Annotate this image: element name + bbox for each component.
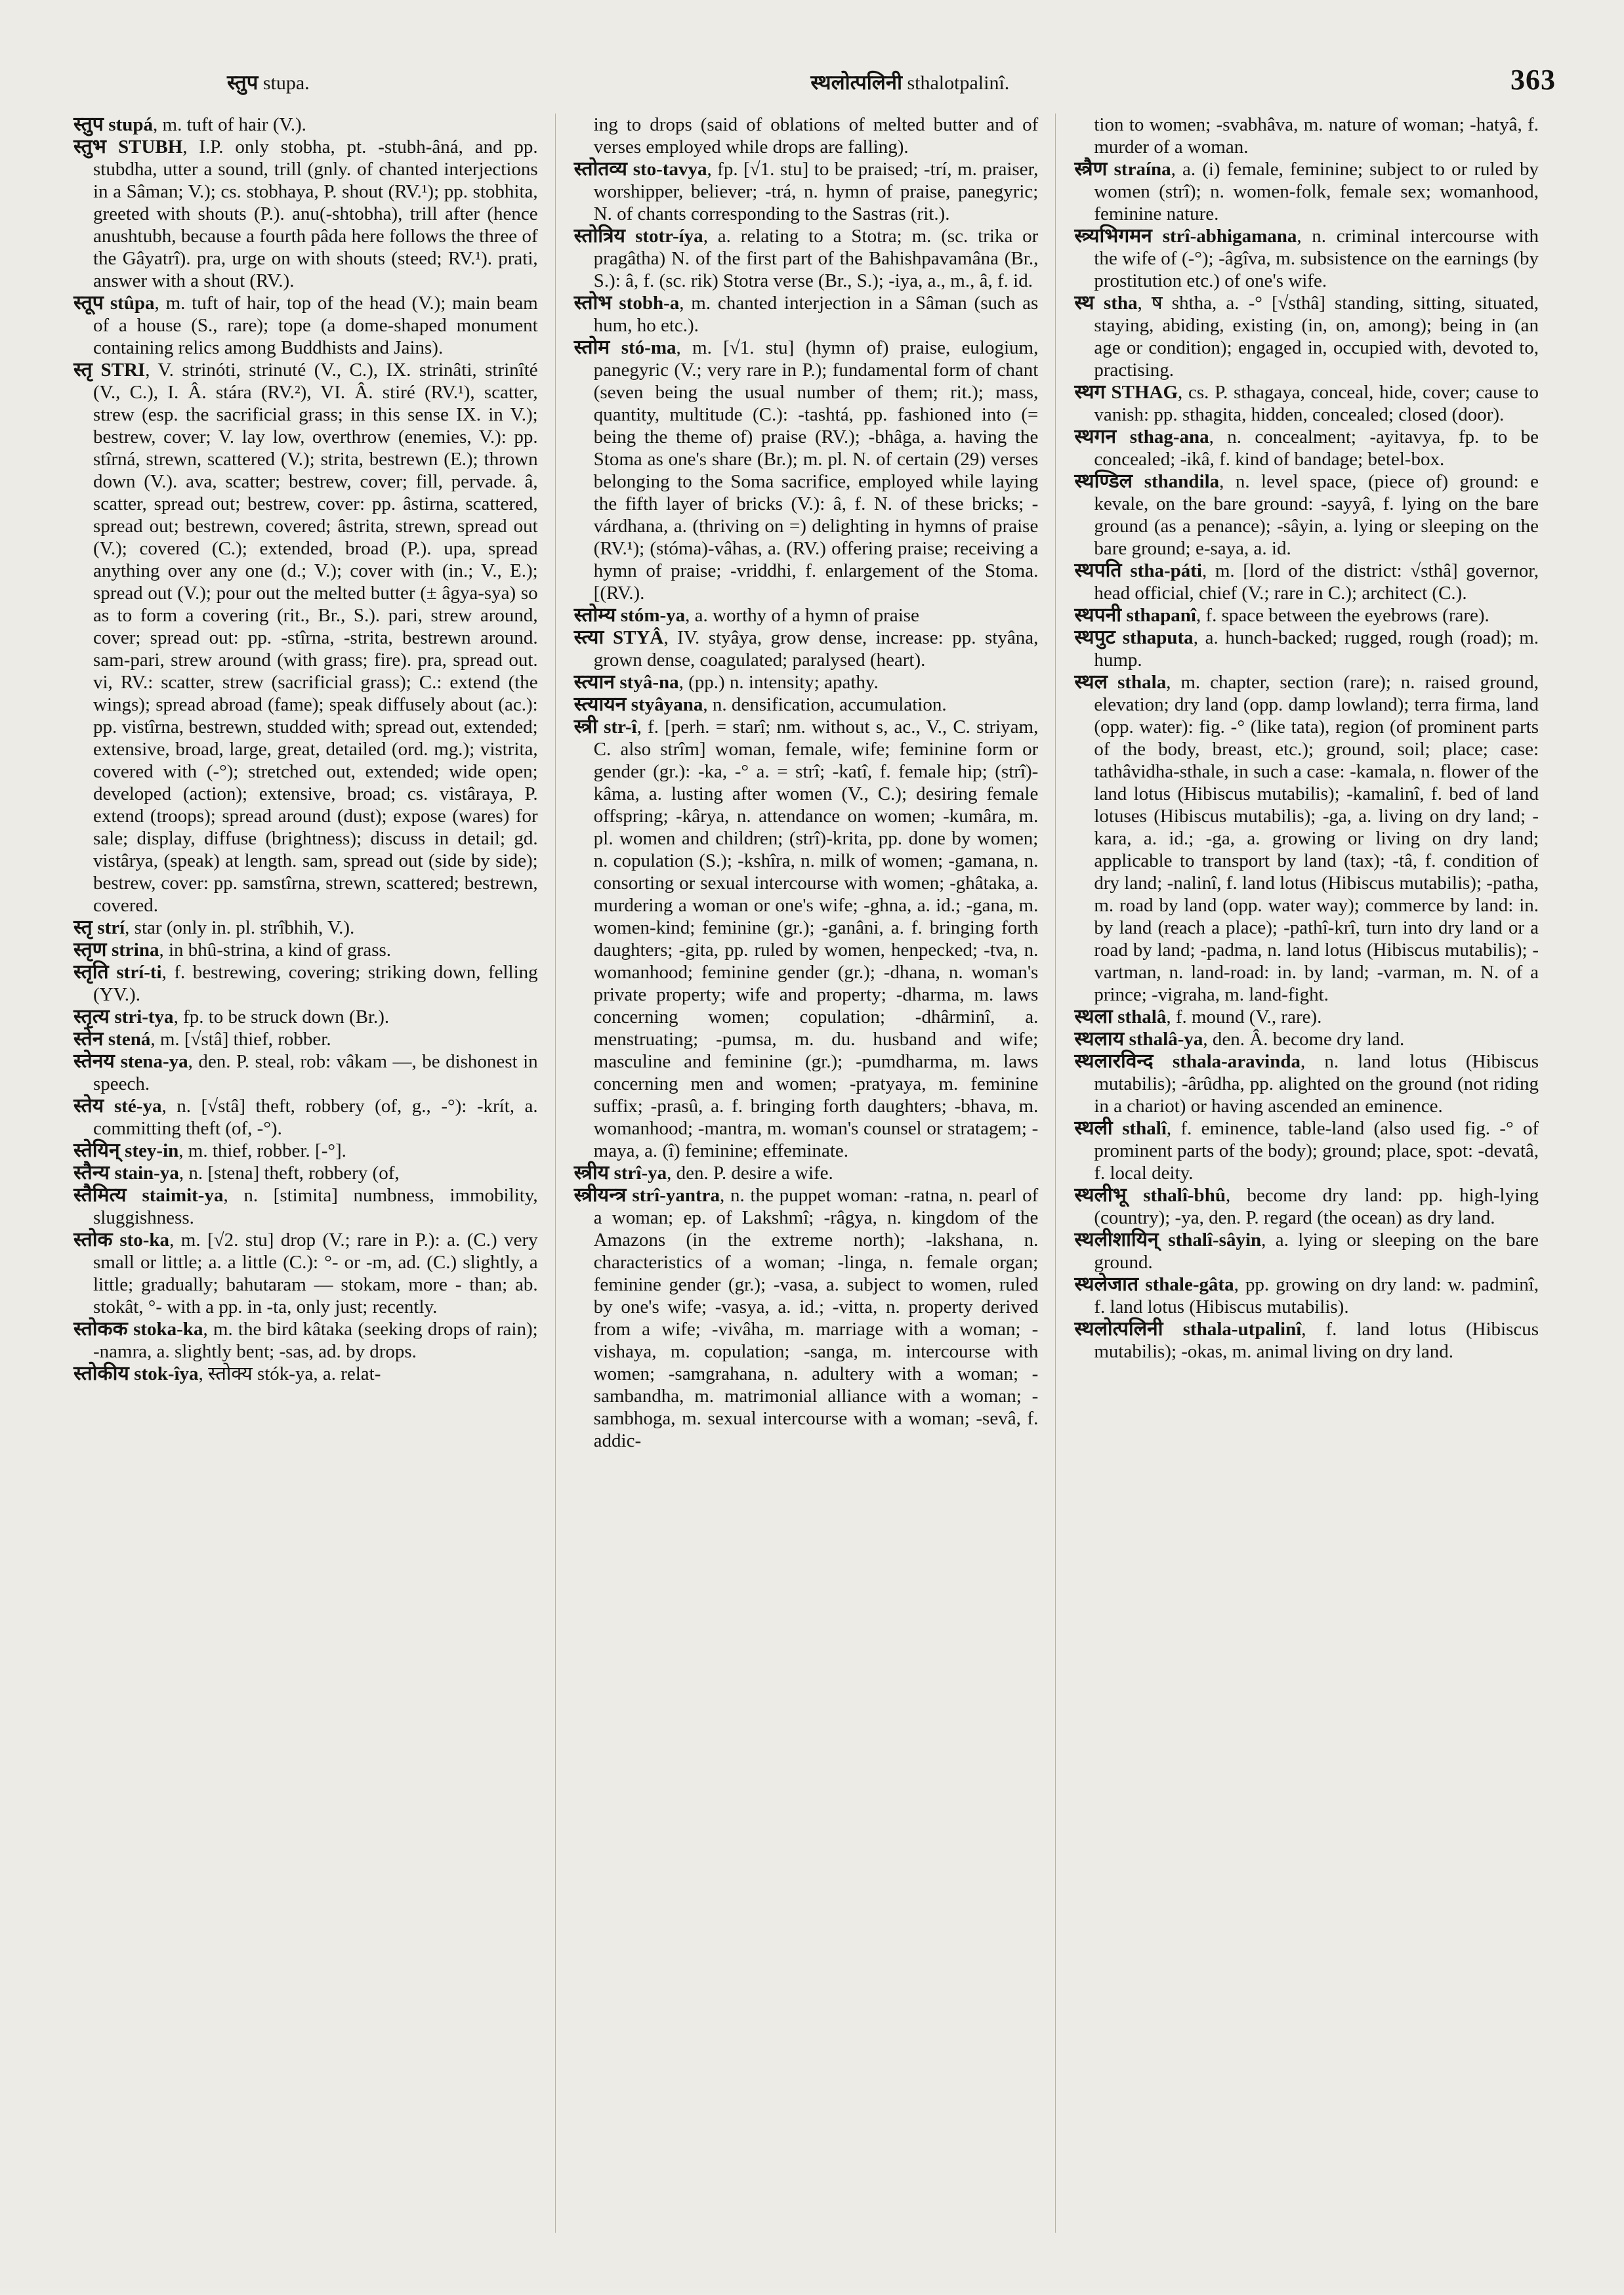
headword-roman: stobh-a xyxy=(619,293,680,314)
headword-devanagari: स्त्रैण xyxy=(1074,158,1114,180)
entry-text: , become dry land: pp. high-lying (country); -ya, den. P. regard (the ocean) as dry land. xyxy=(1094,1185,1539,1228)
entry-text: , in bhû-strina, a kind of grass. xyxy=(159,940,392,961)
headword-roman: sthandila xyxy=(1144,471,1220,492)
headword-devanagari: स्थलीशायिन् xyxy=(1074,1229,1169,1251)
dictionary-entry xyxy=(574,225,1039,292)
dictionary-entry xyxy=(574,716,1039,1162)
entry-text: , n. concealment; -ayitavya, fp. to be concealed; -ikâ, f. kind of bandage; betel-box. xyxy=(1094,426,1539,470)
headword-roman: sthalâ xyxy=(1117,1006,1167,1027)
entry-text: , f. bestrewing, covering; striking down, felling (YV.). xyxy=(93,962,538,1005)
entry-text: , den. P. desire a wife. xyxy=(667,1163,833,1184)
headword-devanagari: स्तोतव्य xyxy=(573,158,633,180)
headword-roman: sthaputa xyxy=(1122,627,1194,648)
dictionary-entry xyxy=(1074,426,1539,470)
dictionary-entry xyxy=(73,292,538,359)
catchword-left-devanagari: स्तुप xyxy=(227,71,259,94)
entry-text: , f. [perh. = starî; nm. without s, ac., V., C. striyam, C. also strîm] woman, female, wife; feminine form or gender (gr.): -ka, -° a. = strî; -katî, f. female hip; (strî)-kâma, a. lusting after women (V., C.); desiring female offspring; -kârya, n. attendance on women; -kumâra, m. pl. women and children; (strî)-krita, pp. done by women; n. copulation (S.); -kshîra, n. milk of women; -gamana, n. consorting or sexual intercourse with women; -ghâtaka, a. murdering a woman or one's wife; -ghna, a. id.; -gana, m. women-kind; feminine (gr.); -ganâni, a. f. bringing forth daughters; -gita, pp. ruled by women, henpecked; -tva, n. womanhood; feminine gender (gr.); -dhana, n. woman's private property; wife and property; -dharma, m. laws concerning women; copulation; -dhârminî, a. menstruating; -pumsa, m. du. husband and wife; masculine and feminine (gr.); -pumdharma, m. laws concerning men and women; -pratyaya, m. feminine suffix; -prasû, a. f. bringing forth daughters; -bhava, m. womanhood; -mantra, m. woman's counsel or stratagem; -maya, a. (î) feminine; effeminate. xyxy=(593,716,1039,1161)
headword-roman: STHAG xyxy=(1111,382,1178,403)
entry-text: , m. tuft of hair (V.). xyxy=(153,114,306,135)
headword-roman: strî-ya xyxy=(614,1163,667,1184)
headword-devanagari: स्तोत्रिय xyxy=(573,225,636,247)
headword-roman: sto-tavya xyxy=(633,159,707,180)
headword-roman: stha-páti xyxy=(1130,560,1202,581)
entry-text: , a. worthy of a hymn of praise xyxy=(685,605,919,626)
catchword-center xyxy=(310,68,1510,96)
headword-devanagari: स्थ xyxy=(1074,292,1104,314)
entry-text: , ष shtha, a. -° [√sthâ] standing, sitting, situated, staying, abiding, existing (in, on, among); being in (an age or condition); engaged in, occupied with, devoted to, practising. xyxy=(1094,293,1539,381)
dictionary-entry xyxy=(1074,627,1539,671)
headword-roman: sthag-ana xyxy=(1129,426,1209,447)
headword-roman: stotr-íya xyxy=(635,226,703,247)
headword-devanagari: स्तोक xyxy=(73,1229,120,1251)
headword-devanagari: स्थली xyxy=(1074,1117,1123,1139)
headword-roman: strí-ti xyxy=(116,962,162,983)
headword-roman: stoka-ka xyxy=(133,1319,203,1340)
dictionary-entry xyxy=(73,1184,538,1229)
entry-text: , m. thief, robber. [-°]. xyxy=(178,1140,346,1161)
headword-devanagari: स्थग xyxy=(1074,381,1112,403)
headword-devanagari: स्थपति xyxy=(1074,560,1131,581)
headword-roman: strî-abhigamana xyxy=(1162,226,1297,247)
headword-devanagari: स्तृ xyxy=(73,359,101,381)
entry-text: , f. space between the eyebrows (rare). xyxy=(1196,605,1489,626)
entry-text: , m. chanted interjection in a Sâman (such as hum, ho etc.). xyxy=(593,293,1039,336)
dictionary-entry xyxy=(1074,158,1539,225)
headword-devanagari: स्तृत्य xyxy=(73,1006,115,1027)
headword-roman: stená xyxy=(108,1029,151,1050)
headword-devanagari: स्तेय xyxy=(73,1095,114,1117)
headword-devanagari: स्तैमित्य xyxy=(73,1184,142,1206)
dictionary-entry xyxy=(574,671,1039,693)
headword-devanagari: स्तूप xyxy=(73,292,110,314)
dictionary-entry xyxy=(1074,1273,1539,1318)
headword-devanagari: स्तोम्य xyxy=(573,604,621,626)
dictionary-entry xyxy=(73,1006,538,1028)
entry-text: , n. land lotus (Hibiscus mutabilis); -ârûdha, pp. alighted on the ground (not riding in a chariot) or having ascended an eminence. xyxy=(1094,1051,1539,1117)
dictionary-entry xyxy=(73,136,538,292)
headword-roman: straína xyxy=(1114,159,1171,180)
entry-text: , fp. to be struck down (Br.). xyxy=(173,1006,390,1027)
entry-continuation xyxy=(1074,114,1539,158)
entry-text: , den. P. steal, rob: vâkam —, be dishonest in speech. xyxy=(93,1051,538,1094)
column-3 xyxy=(1055,114,1556,2233)
dictionary-entry xyxy=(574,604,1039,627)
headword-roman: sthapanî xyxy=(1126,605,1196,626)
headword-devanagari: स्तृति xyxy=(73,961,117,983)
entry-text: , m. [√2. stu] drop (V.; rare in P.): a. (C.) very small or little; a. a little (C.): °- or -m, ad. (C.) slightly, a little; gradually; bahutaram — stokam, more - than; ab. stokât, °- with a pp. in -ta, only just; recently. xyxy=(93,1230,538,1317)
entry-text: , m. [√stâ] thief, robber. xyxy=(150,1029,331,1050)
entry-text: , V. strinóti, strinuté (V., C.), IX. strinâti, strinîté (V., C.), I. Â. stára (RV.²), VI. Â. stiré (RV.¹), scatter, strew (esp. the sacrificial grass; in this sense IX. in V.); bestrew, cover; V. lay low, overthrow (enemies, V.): pp. stîrná, strewn, scattered (V.); strita, bestrewn (E.); thrown down (V.). ava, scatter; bestrew, cover; fill, pervade. â, scatter, spread out; bestrew, cover: pp. âstirna, scattered, spread out; bestrewn, covered; âstrita, strewn, spread out (V.); covered (C.); extended, broad (P.). upa, spread anything over any one (d.; V.); cover with (in.; V., E.); spread out (V.); pour out the melted butter (± âgya-sya) so as to form a covering (rit., Br., S.). pari, strew around, cover; spread out: pp. -stîrna, -strita, bestrewn around. sam-pari, strew around (with grass; fire). pra, spread out. vi, RV.: scatter, strew (sacrificial grass); C.: extend (the wings); spread abroad (fame); speak diffusely about (ac.): pp. vistîrna, bestrewn, studded with; spread out, extended; extensive, broad, large, great, detailed (ord. mg.); vistrita, covered with (-°); stretched out, extended; wide open; developed (action); extensive, broad; cs. vistâraya, P. extend (troops); spread around (dust); expose (wares) for sale; display, diffuse (brightness); discuss in detail; gd. vistârya, (speak) at length. sam, spread out (side by side); bestrew, cover: pp. samstîrna, strewn, scattered; bestrewn, covered. xyxy=(93,360,538,916)
headword-roman: sthalî-bhû xyxy=(1143,1185,1226,1206)
entry-text: , n. [stena] theft, robbery (of, xyxy=(178,1163,400,1184)
headword-devanagari: स्थलीभू xyxy=(1074,1184,1144,1206)
dictionary-entry xyxy=(73,1229,538,1318)
headword-devanagari: स्तोकीय xyxy=(73,1363,135,1384)
dictionary-entry xyxy=(73,1095,538,1140)
dictionary-entry xyxy=(73,1140,538,1162)
headword-devanagari: स्त्यायन xyxy=(573,693,631,715)
headword-devanagari: स्थपुट xyxy=(1074,627,1123,648)
headword-roman: styâ-na xyxy=(619,672,679,693)
headword-roman: sthala-aravinda xyxy=(1173,1051,1301,1072)
headword-devanagari: स्तोकक xyxy=(73,1318,134,1340)
entry-text: , m. the bird kâtaka (seeking drops of rain); -namra, a. slightly bent; -sas, ad. by drops. xyxy=(93,1319,538,1362)
headword-roman: stain-ya xyxy=(114,1163,179,1184)
entry-text: , m. [√1. stu] (hymn of) praise, eulogium, panegyric (V.; very rare in P.); fundamental form of chant (seven being the usual number of them; rit.); mass, quantity, multitude (C.): -tashtá, pp. fashioned into (= being the theme of) praise (RV.); -bhâga, a. having the Stoma as one's share (Br.); m. pl. N. of certain (29) verses belonging to the Soma sacrifice, employed while laying the fifth layer of bricks (V.): â, f. N. of these bricks; -várdhana, a. (thriving on =) delighting in hymns of praise (RV.¹); (stóma)-vâhas, a. (RV.) offering praise; receiving a hymn of praise; -vriddhi, f. enlargement of the Stoma. [(RV.). xyxy=(593,337,1039,604)
headword-roman: stóm-ya xyxy=(620,605,686,626)
entry-text: , f. land lotus (Hibiscus mutabilis); -okas, m. animal living on dry land. xyxy=(1094,1319,1539,1362)
entry-text: , n. level space, (piece of) ground: e kevale, on the bare ground: -sayyâ, f. lying on the bare ground (as a penance); -sâyin, a. lying or sleeping on the bare ground; e-saya, a. id. xyxy=(1094,471,1539,559)
entry-text: , star (only in. pl. strîbhih, V.). xyxy=(125,917,355,938)
dictionary-entry xyxy=(73,1162,538,1184)
dictionary-entry xyxy=(574,693,1039,716)
dictionary-entry xyxy=(1074,1117,1539,1184)
dictionary-entry xyxy=(1074,381,1539,426)
dictionary-entry xyxy=(574,337,1039,604)
entry-text: , a. relating to a Stotra; m. (sc. trika or pragâtha) N. of the first part of the Bahishpavamâna (Br., S.): â, f. (sc. rik) Stotra verse (Br., S.); -iya, a., m., â, f. id. xyxy=(593,226,1039,291)
dictionary-entry xyxy=(1074,560,1539,604)
catchword-center-devanagari: स्थलोत्पलिनी xyxy=(810,71,902,94)
dictionary-entry xyxy=(73,939,538,961)
dictionary-entry xyxy=(73,1028,538,1050)
dictionary-entry xyxy=(574,292,1039,337)
dictionary-entry xyxy=(73,1318,538,1363)
headword-roman: stupá xyxy=(108,114,154,135)
entry-text: , स्तोक्य stók-ya, a. relat- xyxy=(198,1363,381,1384)
catchword-center-roman: sthalotpalinî. xyxy=(907,72,1010,94)
headword-devanagari: स्त्रीयन्त्र xyxy=(573,1184,633,1206)
entry-text: , m. [lord of the district: √sthâ] governor, head official, chief (V.; rare in C.); architect (C.). xyxy=(1094,560,1539,604)
headword-devanagari: स्तेन xyxy=(73,1028,108,1050)
headword-roman: stûpa xyxy=(110,293,155,314)
headword-roman: strî-yantra xyxy=(632,1185,720,1206)
headword-devanagari: स्थलेजात xyxy=(1074,1273,1146,1295)
column-1 xyxy=(71,114,555,2233)
headword-devanagari: स्थपनी xyxy=(1074,604,1127,626)
entry-text: , f. eminence, table-land (also used fig. -° of prominent parts of the body); ground; place, spot: -devatâ, f. local deity. xyxy=(1094,1118,1539,1184)
headword-roman: sthalî xyxy=(1122,1118,1167,1139)
entry-text: , n. criminal intercourse with the wife of (-°); -âgîva, m. subsistence on the earnings (by prostitution etc.) of one's wife. xyxy=(1094,226,1539,291)
headword-devanagari: स्थल xyxy=(1074,671,1118,693)
headword-roman: sto-ka xyxy=(119,1230,170,1251)
headword-devanagari: स्तृण xyxy=(73,939,112,961)
dictionary-entry xyxy=(1074,671,1539,1006)
headword-devanagari: स्तोभ xyxy=(573,292,619,314)
dictionary-entry xyxy=(1074,1318,1539,1363)
headword-devanagari: स्त्यान xyxy=(573,671,620,693)
headword-devanagari: स्तुप xyxy=(73,114,109,135)
entry-text: , den. Â. become dry land. xyxy=(1203,1029,1405,1050)
headword-roman: staimit-ya xyxy=(142,1185,224,1206)
entry-text: , a. hunch-backed; rugged, rough (road); m. hump. xyxy=(1094,627,1539,671)
dictionary-entry xyxy=(1074,1229,1539,1273)
headword-roman: styâyana xyxy=(631,694,703,715)
entry-text: , IV. styâya, grow dense, increase: pp. styâna, grown dense, coagulated; paralysed (heart). xyxy=(593,627,1039,671)
headword-roman: sthale-gâta xyxy=(1145,1274,1234,1295)
dictionary-entry xyxy=(574,1184,1039,1452)
headword-roman: stha xyxy=(1103,293,1138,314)
headword-roman: sthala xyxy=(1117,672,1167,693)
dictionary-entry xyxy=(1074,1184,1539,1229)
headword-devanagari: स्तृ xyxy=(73,917,98,938)
headword-devanagari: स्तैन्य xyxy=(73,1162,115,1184)
headword-devanagari: स्थण्डिल xyxy=(1074,470,1144,492)
entry-text: , pp. growing on dry land: w. padminî, f. land lotus (Hibiscus mutabilis). xyxy=(1094,1274,1539,1317)
headword-devanagari: स्त्री xyxy=(573,716,604,737)
entry-text: , a. lying or sleeping on the bare ground. xyxy=(1094,1230,1539,1273)
entry-text: , cs. P. sthagaya, conceal, hide, cover; cause to vanish: pp. sthagita, hidden, concealed; closed (door). xyxy=(1094,382,1539,425)
entry-text: ing to drops (said of oblations of melted butter and of verses employed while drops are falling). xyxy=(593,114,1039,157)
dictionary-entry xyxy=(574,627,1039,671)
headword-devanagari: स्तेनय xyxy=(73,1050,121,1072)
dictionary-entry xyxy=(1074,470,1539,560)
entry-text: , f. mound (V., rare). xyxy=(1166,1006,1322,1027)
headword-devanagari: स्थलाय xyxy=(1074,1028,1129,1050)
dictionary-entry xyxy=(1074,292,1539,381)
entry-text: , n. [√stâ] theft, robbery (of, g., -°): -krít, a. committing theft (of, -°). xyxy=(93,1096,538,1139)
entry-text: , n. densification, accumulation. xyxy=(703,694,947,715)
headword-roman: strina xyxy=(111,940,159,961)
entry-text: tion to women; -svabhâva, m. nature of woman; -hatyâ, f. murder of a woman. xyxy=(1094,114,1539,157)
dictionary-entry xyxy=(574,1162,1039,1184)
catchword-left-roman: stupa. xyxy=(262,72,310,94)
headword-devanagari: स्थला xyxy=(1074,1006,1118,1027)
entry-text: , m. chapter, section (rare); n. raised ground, elevation; dry land (opp. damp lowland); terra firma, land (opp. water): fig. -° (like tata), region (of prominent parts of the body, breast, etc.); ground, soil; place; case: tathâvidha-sthale, in such a case: -kamala, n. flower of the land lotus (Hibiscus mutabilis); -kamalinî, f. bed of land lotuses (Hibiscus mutabilis); -ga, a. living on dry land; -kara, a. id.; -ga, a. growing or living on dry land; applicable to transport by land (tax); -tâ, f. condition of dry land; -nalinî, f. land lotus (Hibiscus mutabilis); -patha, m. road by land (opp. water way); commerce by land: in. by land (reach a place); -pathî-krî, turn into dry land or a road by land; -padma, n. land lotus (Hibiscus mutabilis); -vartman, n. land-road: in. by land; -varman, m. N. of a prince; -vigraha, m. land-fight. xyxy=(1094,672,1539,1005)
headword-devanagari: स्तुभ xyxy=(73,136,118,157)
column-2 xyxy=(555,114,1056,2233)
dictionary-entry xyxy=(73,359,538,917)
headword-devanagari: स्त्रीय xyxy=(573,1162,614,1184)
headword-devanagari: स्थलोत्पलिनी xyxy=(1074,1318,1183,1340)
page-number: 363 xyxy=(1510,64,1556,96)
headword-roman: sthalî-sâyin xyxy=(1168,1230,1262,1251)
dictionary-entry xyxy=(1074,604,1539,627)
entry-text: , n. the puppet woman: -ratna, n. pearl of a woman; ep. of Lakshmî; -râgya, n. kingdom of the Amazons (in the extreme north); -lakshana, n. characteristics of a woman; -linga, n. female organ; feminine gender (gr.); -vasa, a. subject to women, ruled by one's wife; -vasya, a. id.; -vitta, n. property derived from a wife; -vivâha, m. marriage with a woman; -vishaya, m. copulation; -sanga, m. intercourse with women; -samgrahana, n. adultery with a woman; -sambandha, m. matrimonial alliance with a woman; -sambhoga, m. sexual intercourse with a woman; -sevâ, f. addic- xyxy=(593,1185,1039,1451)
entry-text: , n. [stimita] numbness, immobility, sluggishness. xyxy=(93,1185,538,1228)
headword-roman: stey-in xyxy=(125,1140,179,1161)
dictionary-entry xyxy=(73,961,538,1006)
page-header xyxy=(71,63,1556,96)
dictionary-entry xyxy=(1074,1006,1539,1028)
headword-roman: stena-ya xyxy=(120,1051,188,1072)
headword-devanagari: स्तेयिन् xyxy=(73,1140,125,1161)
headword-roman: STRI xyxy=(100,360,146,381)
entry-text: , (pp.) n. intensity; apathy. xyxy=(678,672,879,693)
headword-roman: stri-tya xyxy=(114,1006,174,1027)
headword-roman: stó-ma xyxy=(621,337,677,358)
dictionary-entry xyxy=(73,1050,538,1095)
dictionary-entry xyxy=(73,114,538,136)
headword-roman: STYÂ xyxy=(613,627,664,648)
entry-continuation xyxy=(574,114,1039,158)
columns-container xyxy=(71,114,1556,2233)
dictionary-entry xyxy=(1074,1050,1539,1117)
headword-roman: stok-îya xyxy=(134,1363,199,1384)
dictionary-entry xyxy=(1074,1028,1539,1050)
headword-roman: sthalâ-ya xyxy=(1129,1029,1203,1050)
headword-roman: sthala-utpalinî xyxy=(1182,1319,1302,1340)
headword-devanagari: स्तोम xyxy=(573,337,621,358)
catchword-left xyxy=(227,68,310,96)
entry-text: , I.P. only stobha, pt. -stubh-âná, and pp. stubdha, utter a sound, trill (gnly. of chanted interjections in a Sâman; V.); cs. stobhaya, P. shout (RV.¹); pp. stobhita, greeted with shouts (P.). anu(-shtobha), trill after (hence anushtubh, because a fourth pâda here follows the three of the Gâyatrî). pra, urge on with shouts (steed; RV.¹). prati, answer with a shout (RV.). xyxy=(93,136,538,291)
headword-roman: STUBH xyxy=(117,136,183,157)
dictionary-entry xyxy=(1074,225,1539,292)
headword-devanagari: स्त्र्यभिगमन xyxy=(1074,225,1163,247)
entry-text: , fp. [√1. stu] to be praised; -trí, m. praiser, worshipper, believer; -trá, n. hymn of praise, panegyric; N. of chants corresponding to the Sastras (rit.). xyxy=(593,159,1039,224)
headword-devanagari: स्थगन xyxy=(1074,426,1130,447)
headword-roman: str-î xyxy=(604,716,637,737)
dictionary-entry xyxy=(73,1363,538,1385)
dictionary-entry xyxy=(73,917,538,939)
headword-devanagari: स्थलारविन्द xyxy=(1074,1050,1173,1072)
dictionary-entry xyxy=(574,158,1039,225)
entry-text: , a. (i) female, feminine; subject to or ruled by women (strî); n. women-folk, female sex; womanhood, feminine nature. xyxy=(1094,159,1539,224)
headword-devanagari: स्त्या xyxy=(573,627,613,648)
headword-roman: sté-ya xyxy=(114,1096,162,1117)
entry-text: , m. tuft of hair, top of the head (V.); main beam of a house (S., rare); tope (a dome-shaped monument containing relics among Buddhists and Jains). xyxy=(93,293,538,358)
headword-roman: strí xyxy=(97,917,125,938)
